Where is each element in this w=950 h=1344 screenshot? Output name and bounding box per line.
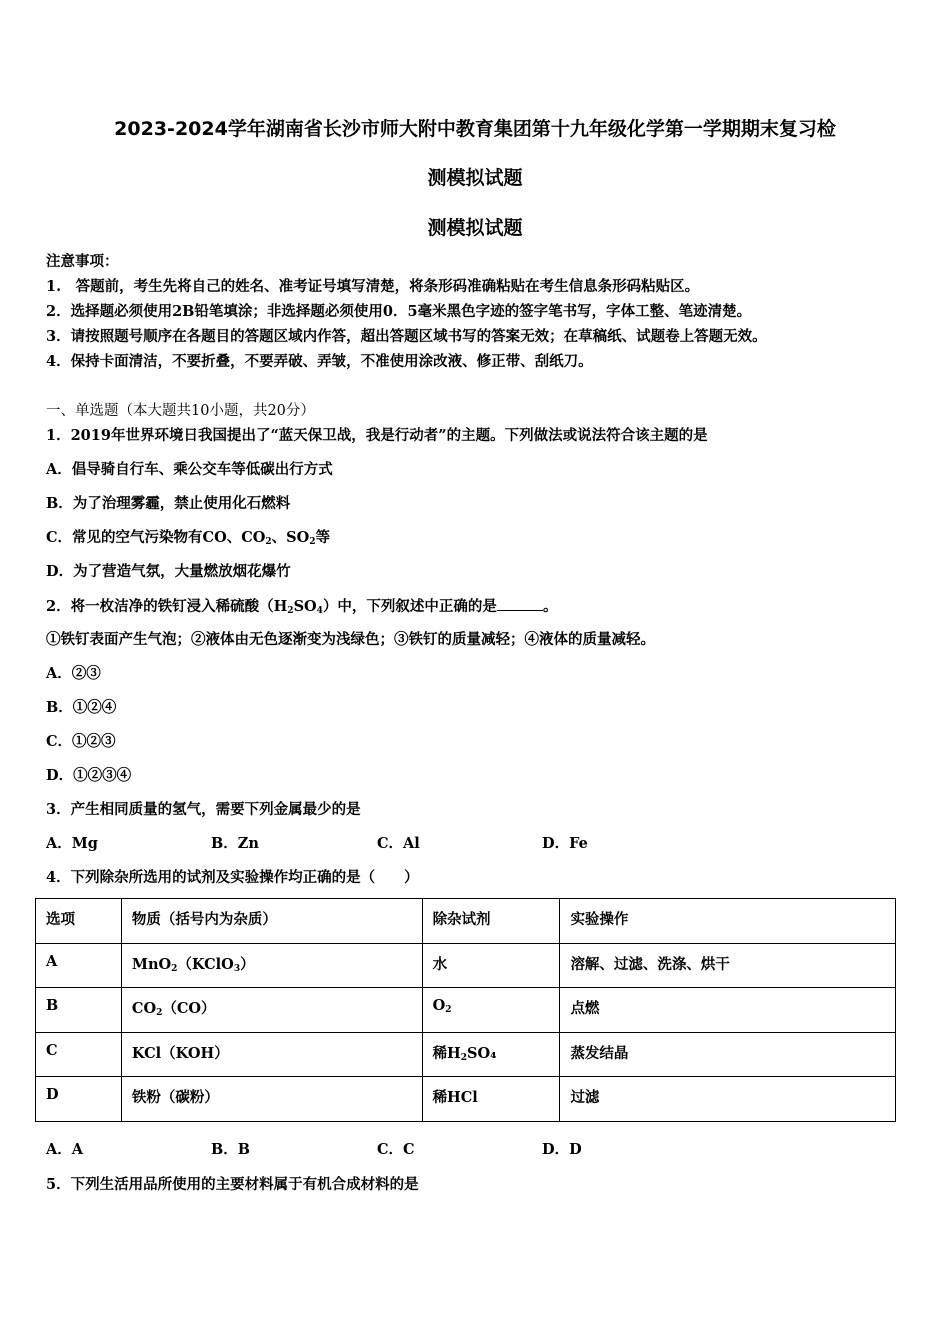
- q4-option-a: A．A: [46, 1141, 84, 1158]
- q1-c-post: 等: [315, 529, 331, 546]
- exam-title-line2: 测模拟试题: [427, 167, 523, 189]
- q1-c-sub1: 2: [265, 537, 272, 547]
- table-cell-operation: 点燃: [560, 988, 896, 1033]
- q1-option-d: D．为了营造气氛，大量燃放烟花爆竹: [46, 563, 291, 580]
- table-cell-substance: 铁粉（碳粉）: [121, 1077, 422, 1122]
- table-cell-substance: [121, 988, 422, 1033]
- formula-sub: 2: [460, 1052, 468, 1063]
- table-cell-option: D: [36, 1077, 122, 1122]
- table-cell-option: C: [36, 1032, 122, 1077]
- notice-item-2: 2．选择题必须使用2B铅笔填涂；非选择题必须使用0．5毫米黑色字迹的签字笔书写，字体工整、笔迹清楚。: [46, 303, 752, 320]
- q1-c-pre: C．常见的空气污染物有CO、CO: [46, 529, 266, 546]
- q3-option-b: B．Zn: [211, 835, 259, 852]
- formula-part: CO: [131, 1000, 157, 1017]
- section-heading: 一、单选题（本大题共10小题，共20分）: [46, 403, 315, 419]
- table-row: [36, 943, 896, 988]
- formula-part: O: [432, 997, 446, 1014]
- q2-stem-sub1: 2: [287, 606, 294, 616]
- notice-item-1: 1. 答题前，考生先将自己的姓名、准考证号填写清楚，将条形码准确粘贴在考生信息条形码粘贴区。: [46, 278, 700, 295]
- q3-option-c: C．Al: [377, 835, 420, 852]
- table-row: [36, 1032, 896, 1077]
- formula-part: MnO: [131, 955, 172, 973]
- formula-sub: 2: [171, 963, 178, 974]
- table-cell-operation: 溶解、过滤、洗涤、烘干: [560, 943, 896, 988]
- table-cell-option: A: [36, 943, 122, 988]
- formula-sub: 2: [445, 1005, 452, 1015]
- q4-option-c: C．C: [377, 1141, 415, 1158]
- formula-sub: 3: [233, 963, 241, 974]
- q4-table: [35, 898, 896, 1122]
- table-cell-reagent: [422, 988, 560, 1033]
- table-cell-option: B: [36, 988, 122, 1033]
- q3-option-a: A．Mg: [46, 835, 98, 852]
- table-header-cell: 物质（括号内为杂质）: [121, 899, 422, 944]
- q1-c-sub2: 2: [309, 537, 316, 547]
- q2-stem-end: 。: [542, 598, 558, 615]
- q2-stem-pre: 2．将一枚洁净的铁钉浸入稀硫酸（H: [46, 598, 288, 615]
- exam-title-line1: 2023-2024学年湖南省长沙市师大附中教育集团第十九年级化学第一学期期末复习检: [114, 118, 836, 140]
- q4-stem: 4．下列除杂所选用的试剂及实验操作均正确的是（ ）: [46, 869, 419, 886]
- formula-sub: 2: [156, 1008, 163, 1018]
- notice-item-4: 4．保持卡面清洁，不要折叠，不要弄破、弄皱，不准使用涂改液、修正带、刮纸刀。: [46, 353, 593, 370]
- q2-stem-mid: SO: [293, 598, 317, 615]
- table-cell-substance: [121, 943, 422, 988]
- q4-option-b: B．B: [211, 1141, 251, 1158]
- table-cell-operation: 过滤: [560, 1077, 896, 1122]
- notice-heading: 注意事项：: [46, 253, 119, 270]
- formula-part: ）: [240, 955, 255, 973]
- q4-option-d: D．D: [542, 1141, 582, 1158]
- q2-statements: ①铁钉表面产生气泡；②液体由无色逐渐变为浅绿色；③铁钉的质量减轻；④液体的质量减轻。: [46, 631, 655, 648]
- q3-stem: 3．产生相同质量的氢气，需要下列金属最少的是: [46, 801, 361, 818]
- q2-stem-sub2: 4: [316, 606, 323, 616]
- exam-title-line3: 测模拟试题: [427, 217, 523, 239]
- table-cell-substance: KCl（KOH）: [121, 1032, 422, 1077]
- table-cell-operation: 蒸发结晶: [560, 1032, 896, 1077]
- formula-part: （KClO: [177, 955, 234, 973]
- formula-part: （CO）: [162, 1000, 216, 1017]
- table-header-cell: 选项: [36, 899, 122, 944]
- q3-option-d: D．Fe: [542, 835, 588, 852]
- q2-stem: [46, 596, 557, 621]
- answer-blank: [497, 596, 543, 611]
- q1-c-mid: 、SO: [271, 529, 310, 546]
- table-header-cell: 实验操作: [560, 899, 896, 944]
- formula-part: 水: [432, 955, 448, 973]
- q5-stem: 5．下列生活用品所使用的主要材料属于有机合成材料的是: [46, 1176, 419, 1193]
- table-header-row: [36, 899, 896, 944]
- q1-option-a: A．倡导骑自行车、乘公交车等低碳出行方式: [46, 461, 333, 478]
- notice-item-3: 3．请按照题号顺序在各题目的答题区域内作答，超出答题区域书写的答案无效；在草稿纸、试题卷上答题无效。: [46, 328, 767, 345]
- table-cell-reagent: [422, 1032, 560, 1077]
- table-cell-reagent: [422, 943, 560, 988]
- q1-stem: 1．2019年世界环境日我国提出了“蓝天保卫战，我是行动者”的主题。下列做法或说法符合该主题的是: [46, 427, 708, 444]
- q1-option-b: B．为了治理雾霾，禁止使用化石燃料: [46, 495, 291, 512]
- q2-option-a: A．②③: [46, 665, 101, 682]
- formula-part: 稀H: [432, 1044, 461, 1062]
- table-header-cell: 除杂试剂: [422, 899, 560, 944]
- table-row: [36, 988, 896, 1033]
- q2-option-b: B．①②④: [46, 699, 117, 716]
- table-cell-reagent: 稀HCl: [422, 1077, 560, 1122]
- formula-part: SO₄: [467, 1044, 497, 1062]
- q2-option-d: D．①②③④: [46, 767, 132, 784]
- q2-option-c: C．①②③: [46, 733, 116, 750]
- table-row: [36, 1077, 896, 1122]
- q1-option-c: [46, 528, 330, 552]
- q2-stem-post: ）中，下列叙述中正确的是: [322, 598, 497, 615]
